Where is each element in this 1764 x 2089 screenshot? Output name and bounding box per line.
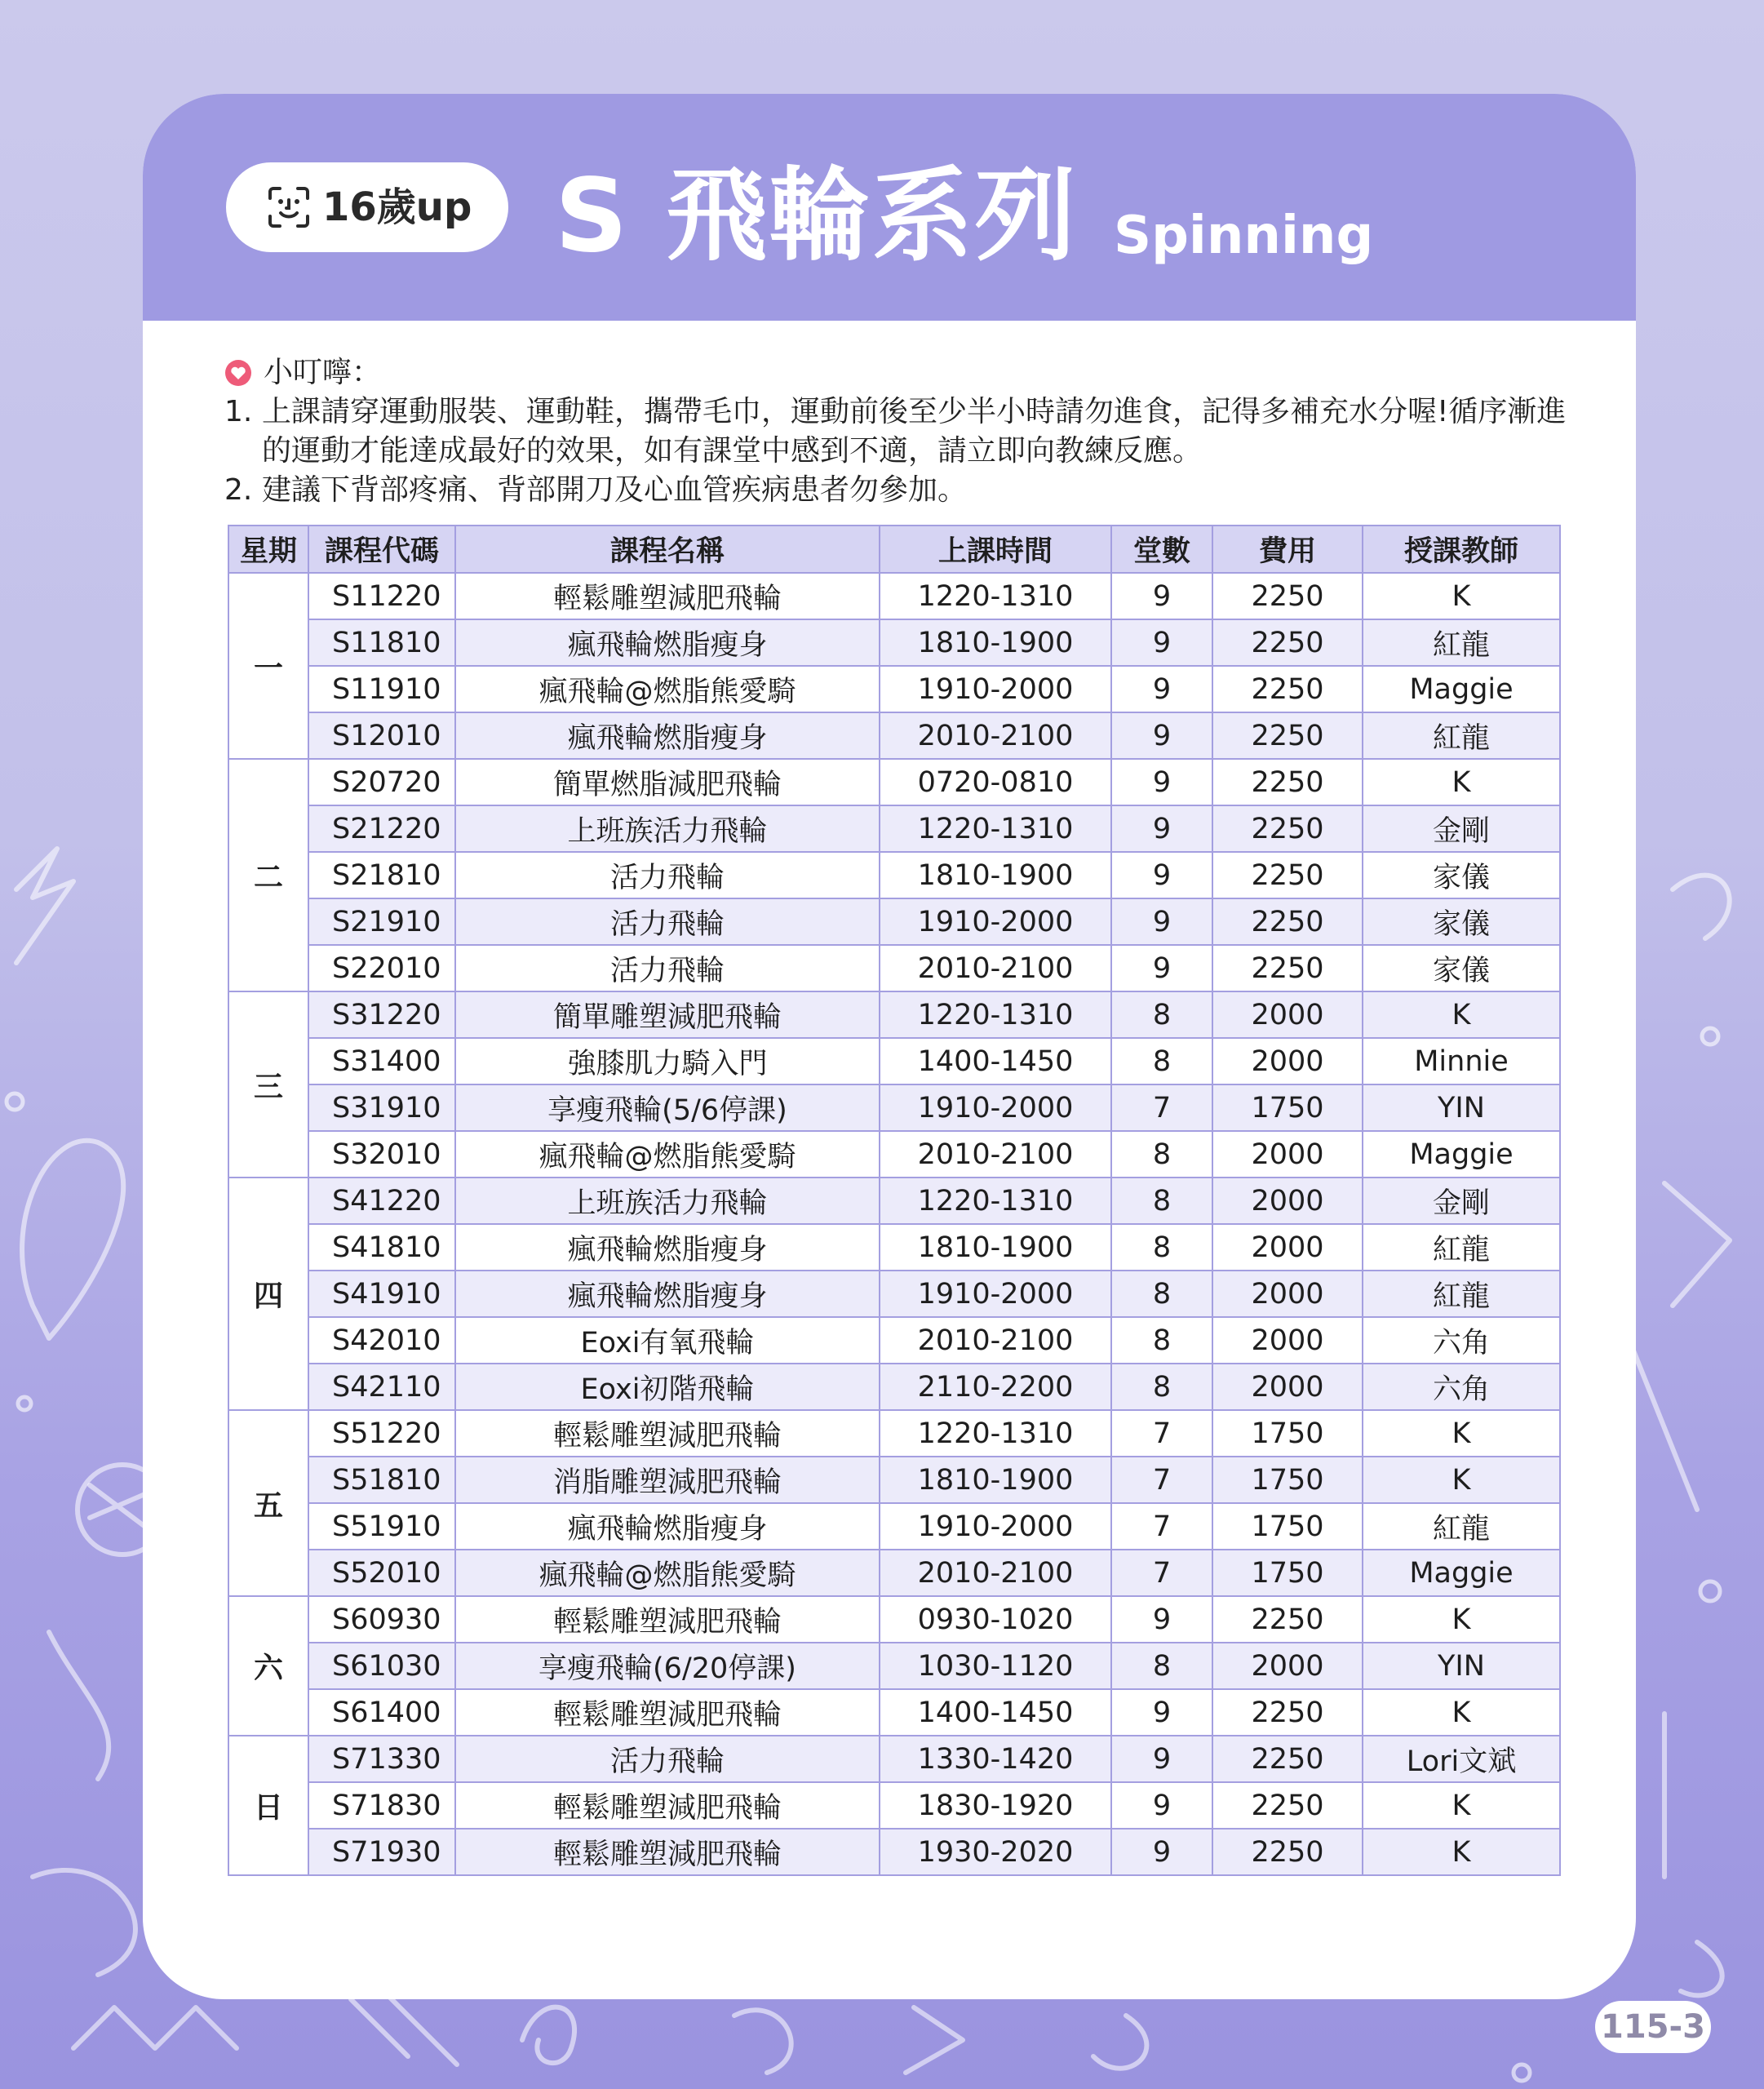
sessions-cell: 7 <box>1111 1084 1212 1131</box>
table-row <box>228 1224 1560 1271</box>
note-text: 上課請穿運動服裝、運動鞋，攜帶毛巾，運動前後至少半小時請勿進食，記得多補充水分喔!循序漸進的運動才能達成最好的效果，如有課堂中感到不適，請立即向教練反應。 <box>262 395 1567 468</box>
course-code-cell: S71830 <box>308 1782 455 1829</box>
course-code-cell: S21810 <box>308 852 455 898</box>
sessions-cell: 8 <box>1111 1364 1212 1410</box>
course-name-cell: 瘋飛輪@燃脂熊愛騎 <box>455 1550 880 1596</box>
instructor-cell: 紅龍 <box>1363 619 1560 666</box>
sessions-cell: 9 <box>1111 666 1212 712</box>
sessions-cell: 9 <box>1111 1829 1212 1875</box>
course-code-cell: S41810 <box>308 1224 455 1271</box>
fee-cell: 2250 <box>1212 712 1363 759</box>
class-time-cell: 0720-0810 <box>880 759 1111 805</box>
table-row <box>228 1364 1560 1410</box>
course-code-cell: S11220 <box>308 573 455 619</box>
table-row <box>228 1178 1560 1224</box>
instructor-cell: 六角 <box>1363 1317 1560 1364</box>
note-item <box>224 471 1579 510</box>
instructor-cell: 家儀 <box>1363 852 1560 898</box>
instructor-cell: K <box>1363 1689 1560 1736</box>
class-time-cell: 2010-2100 <box>880 712 1111 759</box>
table-row <box>228 1643 1560 1689</box>
class-time-cell: 1330-1420 <box>880 1736 1111 1782</box>
instructor-cell: K <box>1363 759 1560 805</box>
fee-cell: 1750 <box>1212 1503 1363 1550</box>
course-name-cell: 瘋飛輪燃脂瘦身 <box>455 712 880 759</box>
sessions-cell: 7 <box>1111 1503 1212 1550</box>
instructor-cell: 紅龍 <box>1363 1503 1560 1550</box>
sessions-cell: 9 <box>1111 898 1212 945</box>
course-name-cell: 輕鬆雕塑減肥飛輪 <box>455 1782 880 1829</box>
instructor-cell: Lori文斌 <box>1363 1736 1560 1782</box>
class-time-cell: 2010-2100 <box>880 1317 1111 1364</box>
course-name-cell: 消脂雕塑減肥飛輪 <box>455 1457 880 1503</box>
course-code-cell: S21220 <box>308 805 455 852</box>
class-time-cell: 1910-2000 <box>880 1084 1111 1131</box>
sessions-cell: 7 <box>1111 1457 1212 1503</box>
fee-cell: 2250 <box>1212 1596 1363 1643</box>
table-row <box>228 1317 1560 1364</box>
table-row <box>228 945 1560 991</box>
sessions-cell: 8 <box>1111 1038 1212 1084</box>
instructor-cell: Maggie <box>1363 666 1560 712</box>
course-code-cell: S51810 <box>308 1457 455 1503</box>
table-row <box>228 991 1560 1038</box>
sessions-cell: 9 <box>1111 1689 1212 1736</box>
course-code-cell: S42110 <box>308 1364 455 1410</box>
table-row <box>228 1038 1560 1084</box>
course-code-cell: S31400 <box>308 1038 455 1084</box>
course-name-cell: 瘋飛輪燃脂瘦身 <box>455 619 880 666</box>
table-row <box>228 1829 1560 1875</box>
course-code-cell: S22010 <box>308 945 455 991</box>
instructor-cell: Maggie <box>1363 1550 1560 1596</box>
instructor-cell: 紅龍 <box>1363 712 1560 759</box>
sessions-cell: 9 <box>1111 852 1212 898</box>
course-code-cell: S12010 <box>308 712 455 759</box>
course-name-cell: 活力飛輪 <box>455 852 880 898</box>
table-row <box>228 666 1560 712</box>
header-weekday: 星期 <box>228 526 308 573</box>
header-fee: 費用 <box>1212 526 1363 573</box>
instructor-cell: Maggie <box>1363 1131 1560 1178</box>
sessions-cell: 9 <box>1111 1736 1212 1782</box>
weekday-cell: 四 <box>228 1178 308 1410</box>
table-row <box>228 898 1560 945</box>
course-name-cell: 瘋飛輪燃脂瘦身 <box>455 1224 880 1271</box>
sessions-cell: 9 <box>1111 1596 1212 1643</box>
sessions-cell: 8 <box>1111 1643 1212 1689</box>
course-code-cell: S41220 <box>308 1178 455 1224</box>
course-code-cell: S21910 <box>308 898 455 945</box>
class-time-cell: 1220-1310 <box>880 1178 1111 1224</box>
age-badge <box>226 162 508 252</box>
header-course-name: 課程名稱 <box>455 526 880 573</box>
course-code-cell: S31220 <box>308 991 455 1038</box>
course-name-cell: 輕鬆雕塑減肥飛輪 <box>455 1689 880 1736</box>
class-time-cell: 1400-1450 <box>880 1038 1111 1084</box>
fee-cell: 2000 <box>1212 1271 1363 1317</box>
class-time-cell: 1830-1920 <box>880 1782 1111 1829</box>
table-row <box>228 1503 1560 1550</box>
table-row <box>228 1084 1560 1131</box>
fee-cell: 2250 <box>1212 1736 1363 1782</box>
instructor-cell: Minnie <box>1363 1038 1560 1084</box>
course-code-cell: S51910 <box>308 1503 455 1550</box>
instructor-cell: 紅龍 <box>1363 1224 1560 1271</box>
class-time-cell: 2010-2100 <box>880 1550 1111 1596</box>
class-time-cell: 1400-1450 <box>880 1689 1111 1736</box>
weekday-cell: 二 <box>228 759 308 991</box>
sessions-cell: 7 <box>1111 1410 1212 1457</box>
course-name-cell: 瘋飛輪@燃脂熊愛騎 <box>455 1131 880 1178</box>
course-name-cell: 活力飛輪 <box>455 945 880 991</box>
course-name-cell: 活力飛輪 <box>455 898 880 945</box>
course-code-cell: S11810 <box>308 619 455 666</box>
sessions-cell: 7 <box>1111 1550 1212 1596</box>
sessions-cell: 9 <box>1111 945 1212 991</box>
course-name-cell: 輕鬆雕塑減肥飛輪 <box>455 1829 880 1875</box>
header-course-code: 課程代碼 <box>308 526 455 573</box>
sessions-cell: 8 <box>1111 1271 1212 1317</box>
instructor-cell: 家儀 <box>1363 898 1560 945</box>
table-row <box>228 1271 1560 1317</box>
fee-cell: 2250 <box>1212 805 1363 852</box>
table-header-row <box>228 526 1560 573</box>
course-name-cell: 瘋飛輪@燃脂熊愛騎 <box>455 666 880 712</box>
page-number: 115-3 <box>1595 2001 1711 2053</box>
table-row <box>228 712 1560 759</box>
fee-cell: 2250 <box>1212 619 1363 666</box>
fee-cell: 1750 <box>1212 1457 1363 1503</box>
note-text: 建議下背部疼痛、背部開刀及心血管疾病患者勿參加。 <box>262 473 968 507</box>
table-row <box>228 619 1560 666</box>
class-time-cell: 1810-1900 <box>880 852 1111 898</box>
class-time-cell: 1810-1900 <box>880 1224 1111 1271</box>
course-name-cell: 活力飛輪 <box>455 1736 880 1782</box>
fee-cell: 2250 <box>1212 1829 1363 1875</box>
course-card <box>143 94 1636 1999</box>
table-row <box>228 1410 1560 1457</box>
table-row <box>228 573 1560 619</box>
table-row <box>228 1596 1560 1643</box>
course-code-cell: S11910 <box>308 666 455 712</box>
class-time-cell: 1220-1310 <box>880 805 1111 852</box>
course-name-cell: 強膝肌力騎入門 <box>455 1038 880 1084</box>
class-time-cell: 1810-1900 <box>880 1457 1111 1503</box>
instructor-cell: 金剛 <box>1363 1178 1560 1224</box>
class-time-cell: 0930-1020 <box>880 1596 1111 1643</box>
sessions-cell: 8 <box>1111 1131 1212 1178</box>
fee-cell: 2000 <box>1212 1038 1363 1084</box>
weekday-cell: 五 <box>228 1410 308 1596</box>
course-code-cell: S31910 <box>308 1084 455 1131</box>
face-scan-icon <box>267 185 311 229</box>
header-class-time: 上課時間 <box>880 526 1111 573</box>
fee-cell: 1750 <box>1212 1084 1363 1131</box>
course-name-cell: 簡單雕塑減肥飛輪 <box>455 991 880 1038</box>
course-name-cell: 上班族活力飛輪 <box>455 805 880 852</box>
instructor-cell: 紅龍 <box>1363 1271 1560 1317</box>
course-name-cell: Eoxi有氧飛輪 <box>455 1317 880 1364</box>
table-row <box>228 1782 1560 1829</box>
table-row <box>228 1550 1560 1596</box>
sessions-cell: 8 <box>1111 1224 1212 1271</box>
fee-cell: 2000 <box>1212 991 1363 1038</box>
instructor-cell: K <box>1363 1410 1560 1457</box>
sessions-cell: 9 <box>1111 573 1212 619</box>
course-code-cell: S32010 <box>308 1131 455 1178</box>
course-name-cell: 瘋飛輪燃脂瘦身 <box>455 1271 880 1317</box>
card-header <box>143 94 1636 321</box>
table-row <box>228 1689 1560 1736</box>
course-name-cell: 享瘦飛輪(5/6停課) <box>455 1084 880 1131</box>
fee-cell: 2000 <box>1212 1364 1363 1410</box>
page-subtitle: Spinning <box>1114 206 1374 266</box>
course-code-cell: S42010 <box>308 1317 455 1364</box>
course-code-cell: S71930 <box>308 1829 455 1875</box>
sessions-cell: 9 <box>1111 712 1212 759</box>
sessions-cell: 8 <box>1111 1317 1212 1364</box>
class-time-cell: 1220-1310 <box>880 991 1111 1038</box>
course-code-cell: S71330 <box>308 1736 455 1782</box>
fee-cell: 1750 <box>1212 1410 1363 1457</box>
class-time-cell: 2110-2200 <box>880 1364 1111 1410</box>
instructor-cell: YIN <box>1363 1643 1560 1689</box>
class-time-cell: 2010-2100 <box>880 945 1111 991</box>
course-name-cell: 輕鬆雕塑減肥飛輪 <box>455 1596 880 1643</box>
class-time-cell: 2010-2100 <box>880 1131 1111 1178</box>
fee-cell: 1750 <box>1212 1550 1363 1596</box>
course-code-cell: S41910 <box>308 1271 455 1317</box>
class-time-cell: 1220-1310 <box>880 573 1111 619</box>
fee-cell: 2000 <box>1212 1317 1363 1364</box>
note-item <box>224 393 1579 471</box>
fee-cell: 2250 <box>1212 945 1363 991</box>
course-code-cell: S61030 <box>308 1643 455 1689</box>
instructor-cell: K <box>1363 1782 1560 1829</box>
instructor-cell: YIN <box>1363 1084 1560 1131</box>
notes-heading <box>224 353 1579 393</box>
class-time-cell: 1910-2000 <box>880 666 1111 712</box>
sessions-cell: 8 <box>1111 991 1212 1038</box>
course-code-cell: S52010 <box>308 1550 455 1596</box>
sessions-cell: 9 <box>1111 759 1212 805</box>
heart-icon <box>224 359 252 387</box>
course-code-cell: S61400 <box>308 1689 455 1736</box>
course-name-cell: 上班族活力飛輪 <box>455 1178 880 1224</box>
class-time-cell: 1220-1310 <box>880 1410 1111 1457</box>
instructor-cell: K <box>1363 991 1560 1038</box>
fee-cell: 2250 <box>1212 1689 1363 1736</box>
class-time-cell: 1910-2000 <box>880 898 1111 945</box>
header-sessions: 堂數 <box>1111 526 1212 573</box>
course-code-cell: S60930 <box>308 1596 455 1643</box>
weekday-cell: 六 <box>228 1596 308 1736</box>
instructor-cell: K <box>1363 1829 1560 1875</box>
class-time-cell: 1910-2000 <box>880 1271 1111 1317</box>
instructor-cell: 六角 <box>1363 1364 1560 1410</box>
table-row <box>228 1131 1560 1178</box>
class-time-cell: 1030-1120 <box>880 1643 1111 1689</box>
course-name-cell: 輕鬆雕塑減肥飛輪 <box>455 573 880 619</box>
fee-cell: 2250 <box>1212 759 1363 805</box>
fee-cell: 2250 <box>1212 573 1363 619</box>
course-name-cell: 瘋飛輪燃脂瘦身 <box>455 1503 880 1550</box>
class-time-cell: 1810-1900 <box>880 619 1111 666</box>
instructor-cell: 家儀 <box>1363 945 1560 991</box>
course-name-cell: 簡單燃脂減肥飛輪 <box>455 759 880 805</box>
weekday-cell: 日 <box>228 1736 308 1875</box>
course-name-cell: Eoxi初階飛輪 <box>455 1364 880 1410</box>
note-number: 1. <box>224 395 253 428</box>
schedule-table <box>228 525 1561 1876</box>
instructor-cell: K <box>1363 573 1560 619</box>
fee-cell: 2000 <box>1212 1131 1363 1178</box>
age-label: 16歲up <box>322 184 472 230</box>
fee-cell: 2000 <box>1212 1224 1363 1271</box>
table-row <box>228 852 1560 898</box>
table-row <box>228 1736 1560 1782</box>
class-time-cell: 1930-2020 <box>880 1829 1111 1875</box>
instructor-cell: K <box>1363 1457 1560 1503</box>
page-title: S 飛輪系列 <box>555 157 1078 275</box>
note-number: 2. <box>224 473 253 507</box>
sessions-cell: 9 <box>1111 619 1212 666</box>
course-name-cell: 享瘦飛輪(6/20停課) <box>455 1643 880 1689</box>
fee-cell: 2250 <box>1212 852 1363 898</box>
weekday-cell: 一 <box>228 573 308 759</box>
sessions-cell: 8 <box>1111 1178 1212 1224</box>
course-code-cell: S20720 <box>308 759 455 805</box>
instructor-cell: 金剛 <box>1363 805 1560 852</box>
sessions-cell: 9 <box>1111 805 1212 852</box>
header-instructor: 授課教師 <box>1363 526 1560 573</box>
course-code-cell: S51220 <box>308 1410 455 1457</box>
table-row <box>228 1457 1560 1503</box>
table-row <box>228 759 1560 805</box>
sessions-cell: 9 <box>1111 1782 1212 1829</box>
fee-cell: 2000 <box>1212 1643 1363 1689</box>
class-time-cell: 1910-2000 <box>880 1503 1111 1550</box>
course-name-cell: 輕鬆雕塑減肥飛輪 <box>455 1410 880 1457</box>
fee-cell: 2250 <box>1212 666 1363 712</box>
weekday-cell: 三 <box>228 991 308 1178</box>
notes-section <box>224 353 1579 510</box>
instructor-cell: K <box>1363 1596 1560 1643</box>
fee-cell: 2250 <box>1212 898 1363 945</box>
fee-cell: 2250 <box>1212 1782 1363 1829</box>
table-row <box>228 805 1560 852</box>
notes-heading-text: 小叮嚀： <box>264 356 382 389</box>
fee-cell: 2000 <box>1212 1178 1363 1224</box>
